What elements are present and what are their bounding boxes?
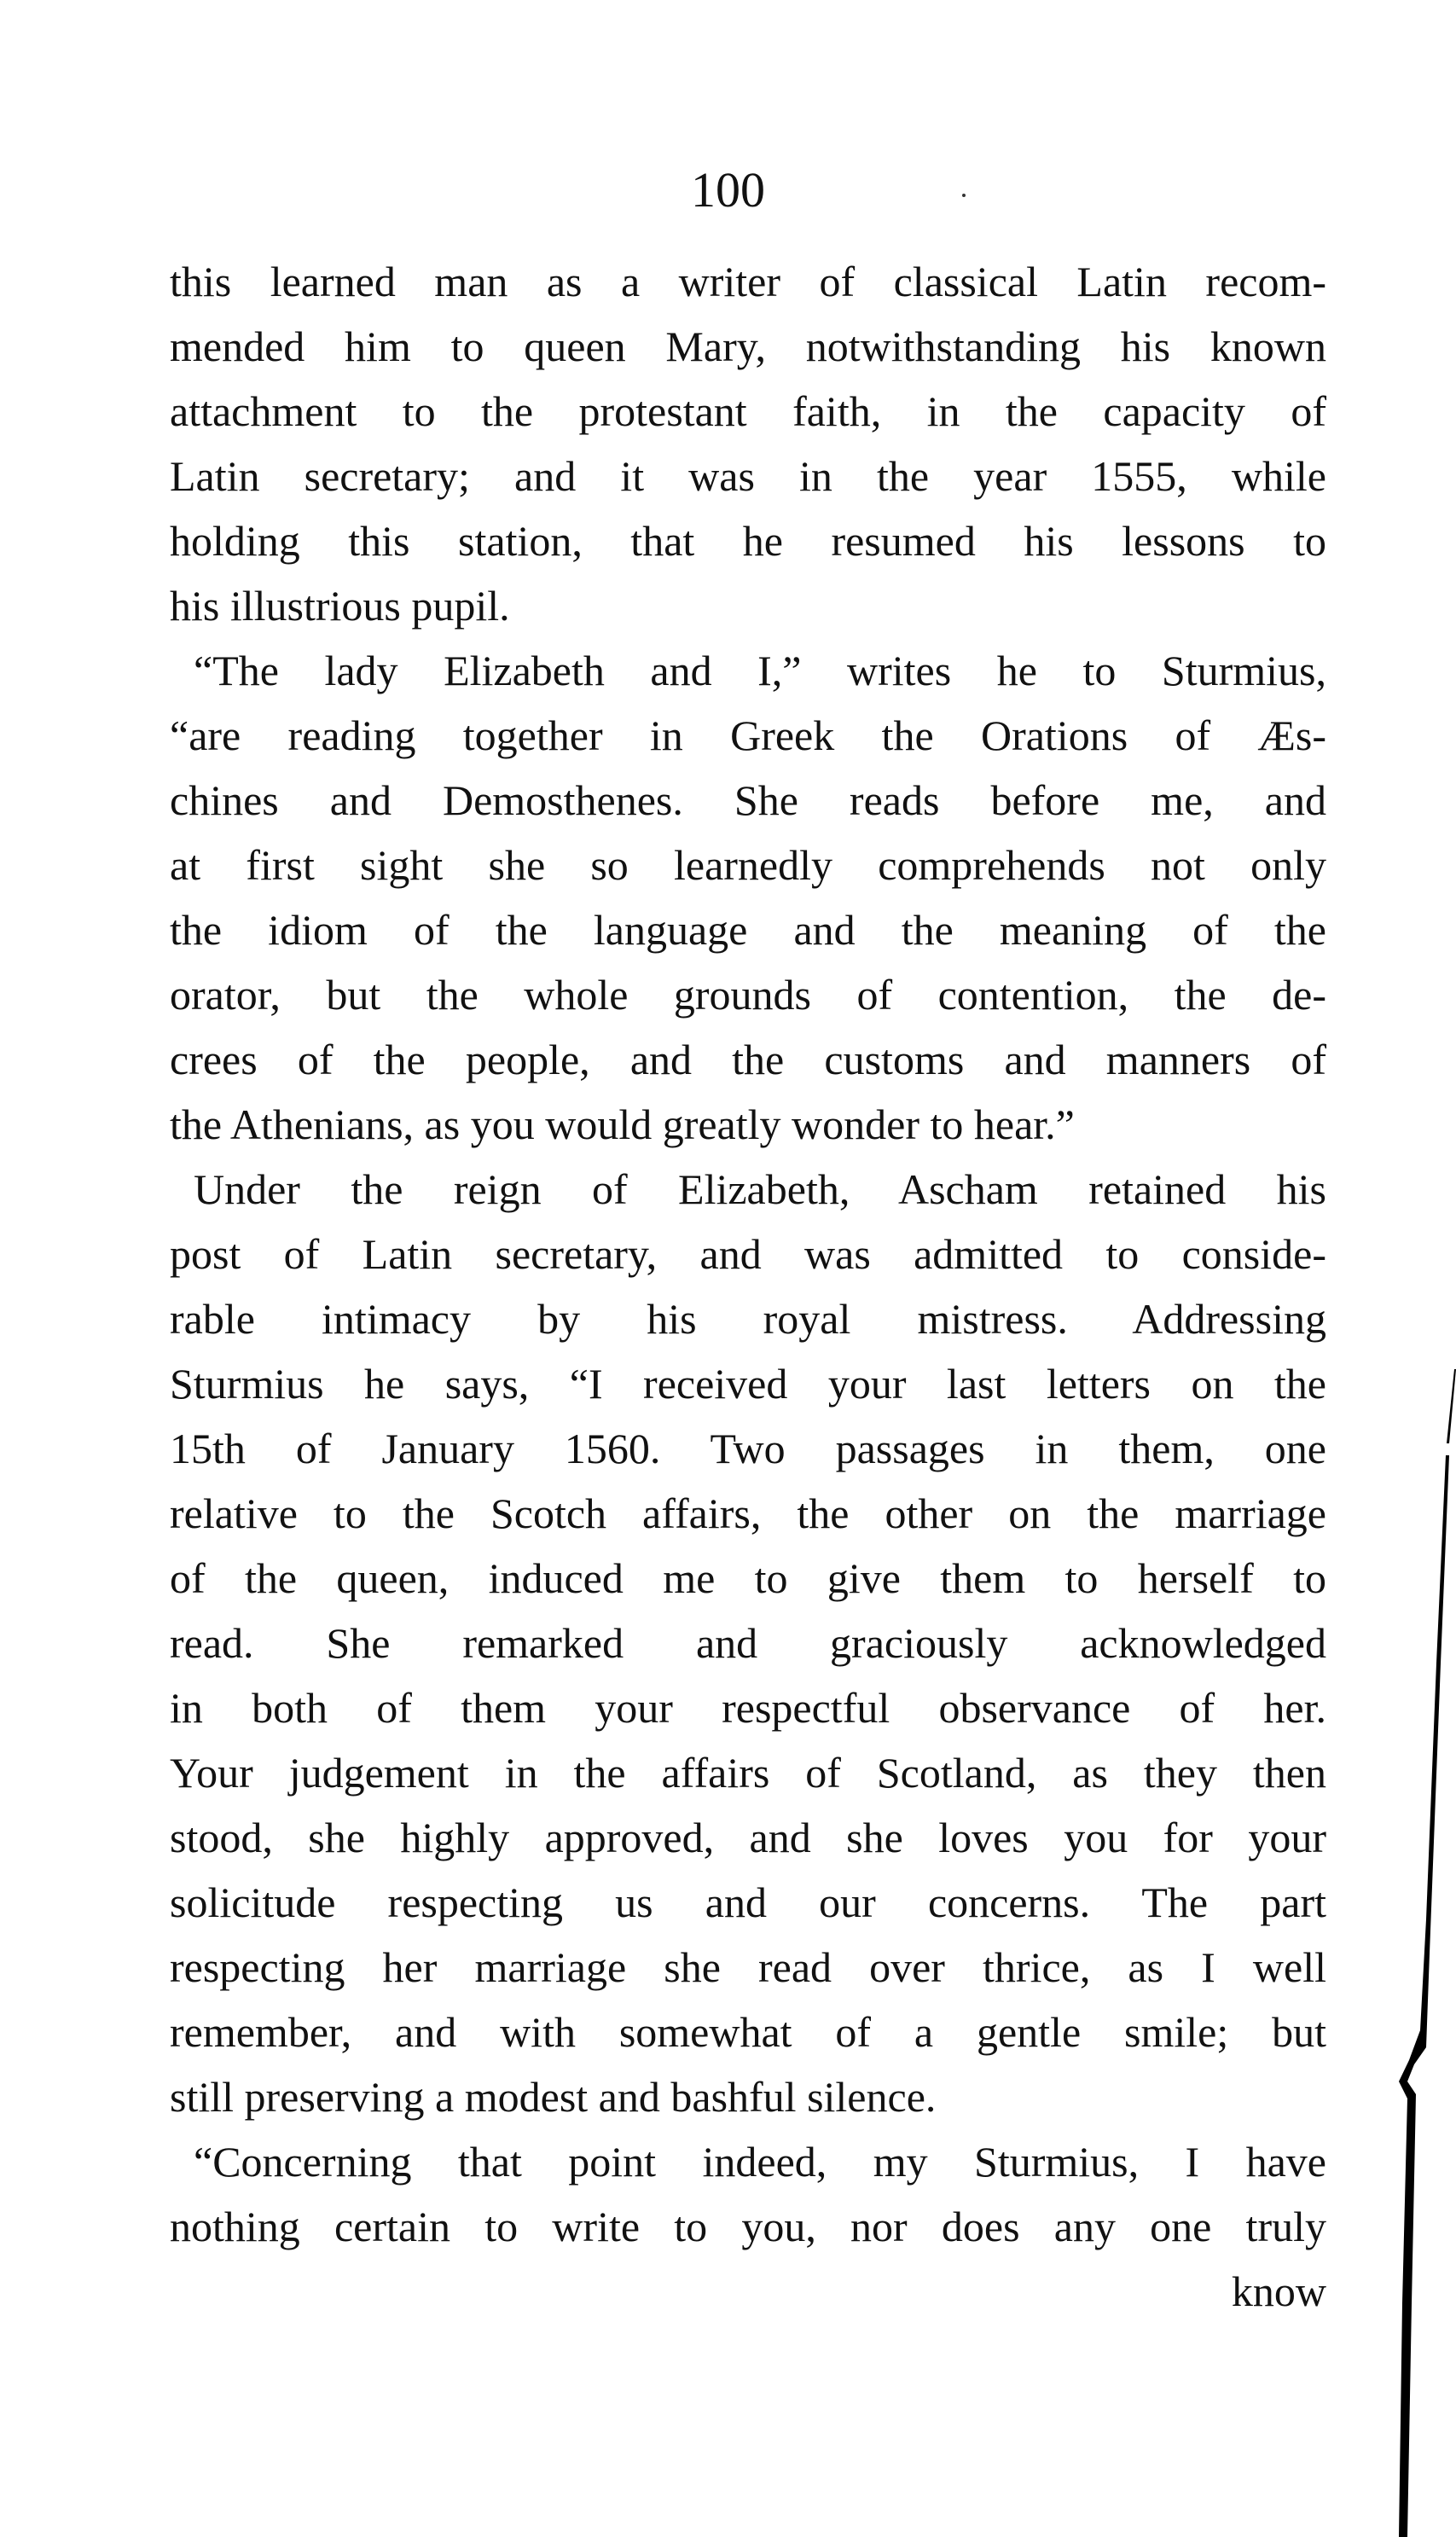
text-line: mended him to queen Mary, notwithstanding his known [170, 322, 1326, 370]
text-line: the Athenians, as you would greatly wonder to hear.” [170, 1100, 1075, 1148]
page-number: 100 [691, 162, 765, 218]
text-line: still preserving a modest and bashful silence. [170, 2073, 937, 2121]
page-edge-thick [1399, 1455, 1449, 2537]
text-line: chines and Demosthenes. She reads before me, and [170, 776, 1326, 824]
text-line: his illustrious pupil. [170, 582, 510, 630]
text-line: remember, and with somewhat of a gentle smile; but [170, 2008, 1326, 2056]
text-line: “are reading together in Greek the Orations of Æs- [170, 711, 1326, 759]
text-line: Under the reign of Elizabeth, Ascham retained his [194, 1165, 1326, 1213]
text-line: at first sight she so learnedly comprehends not only [170, 841, 1326, 889]
text-line: this learned man as a writer of classical Latin recom- [170, 258, 1326, 305]
text-line: 15th of January 1560. Two passages in them, one [170, 1425, 1326, 1472]
text-line: the idiom of the language and the meaning of the [170, 906, 1326, 954]
text-line: respecting her marriage she read over thrice, as I well [170, 1943, 1326, 1991]
text-line: solicitude respecting us and our concerns. The part [170, 1878, 1326, 1926]
text-line: “The lady Elizabeth and I,” writes he to Sturmius, [194, 647, 1326, 694]
text-line: crees of the people, and the customs and manners of [170, 1036, 1326, 1083]
text-line: of the queen, induced me to give them to herself to [170, 1554, 1326, 1602]
text-line: holding this station, that he resumed his lessons to [170, 517, 1326, 565]
page-edge-thin [1447, 1369, 1456, 1443]
catchword: know [1231, 2267, 1326, 2315]
text-line: rable intimacy by his royal mistress. Addressing [170, 1295, 1326, 1343]
text-line: Latin secretary; and it was in the year 1555, while [170, 452, 1326, 500]
text-line: stood, she highly approved, and she loves you for your [170, 1814, 1326, 1861]
text-line: attachment to the protestant faith, in the capacity of [170, 387, 1326, 435]
text-line: orator, but the whole grounds of contention, the de- [170, 971, 1326, 1019]
text-line: “Concerning that point indeed, my Sturmius, I have [194, 2138, 1326, 2186]
text-line: relative to the Scotch affairs, the other on the marriage [170, 1489, 1326, 1537]
text-line: in both of them your respectful observance of her. [170, 1684, 1326, 1732]
speck [962, 194, 966, 197]
text-line: read. She remarked and graciously acknowledged [170, 1619, 1326, 1667]
text-line: Sturmius he says, “I received your last letters on the [170, 1360, 1326, 1408]
text-line: post of Latin secretary, and was admitted to conside- [170, 1230, 1326, 1278]
text-line: nothing certain to write to you, nor does any one truly [170, 2203, 1326, 2250]
text-line: Your judgement in the affairs of Scotland, as they then [170, 1749, 1326, 1797]
